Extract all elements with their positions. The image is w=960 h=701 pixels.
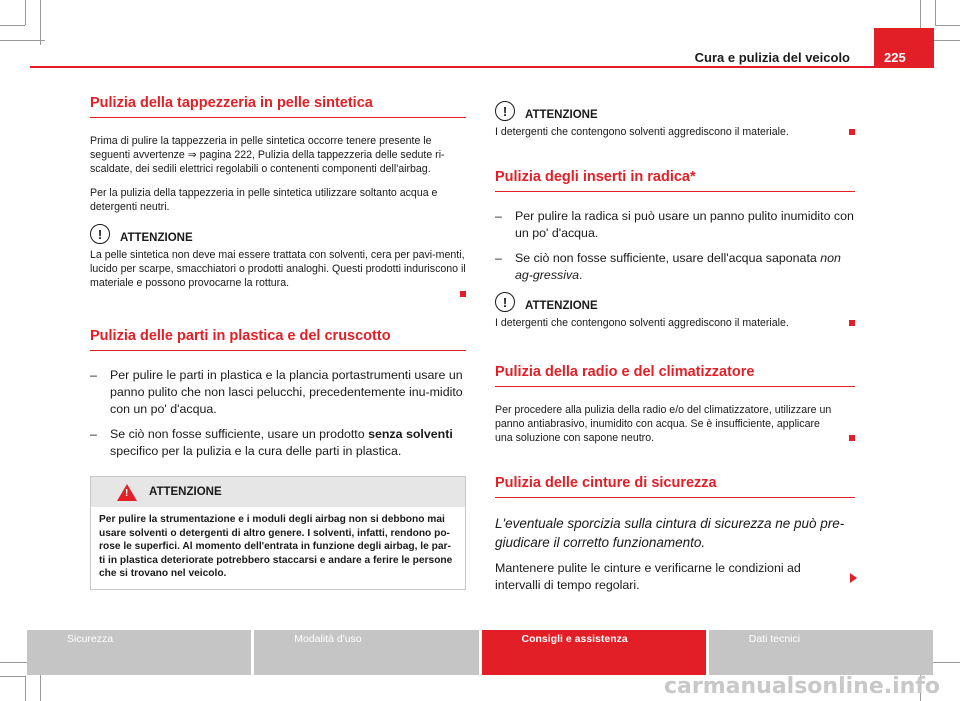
list-item: – Se ciò non fosse sufficiente, usare dell'acqua saponata non ag-gressiva.	[495, 251, 841, 282]
tab-modalita-uso[interactable]: Modalità d'uso	[254, 630, 478, 675]
section-title-leather: Pulizia della tappezzeria in pelle sintetica	[90, 95, 466, 118]
warning-header	[90, 224, 466, 244]
chapter-title: Cura e pulizia del veicolo	[694, 50, 850, 65]
section-title-radio: Pulizia della radio e del climatizzatore	[495, 364, 855, 387]
warning-text: La pelle sintetica non deve mai essere trattata con solventi, cera per pavi-menti, lucido per scarpe, smacchiatori o prodotti analoghi. Questi prodotti induriscono il materiale e possono provocarne la rottura.	[90, 249, 466, 289]
intro-text: L'eventuale sporcizia sulla cintura di sicurezza ne può pre-giudicare il corretto funzionamento.	[495, 516, 845, 550]
section-title-wood: Pulizia degli inserti in radica*	[495, 169, 855, 192]
watermark: carmanualsonline.info	[664, 674, 940, 699]
list-item: – Per pulire la radica si può usare un panno pulito inumidito con un po' d'acqua.	[495, 209, 854, 240]
section-title-belts: Pulizia delle cinture di sicurezza	[495, 475, 855, 498]
tab-sicurezza[interactable]: Sicurezza	[27, 630, 251, 675]
list-item: – Per pulire le parti in plastica e la plancia portastrumenti usare un panno pulito che non lasci pelucchi, precedentemente inu-midito con un po' d'acqua.	[90, 368, 463, 416]
warning-title: ATTENZIONE	[525, 300, 598, 312]
warning-header	[495, 101, 855, 121]
warning-box-body: Per pulire la strumentazione e i moduli degli airbag non si debbono mai usare solventi o detergenti di altro genere. I solventi, infatti, rendono po-rose le superfici. Al momento dell'entrata in funzione degli airbag, le par-ti in plastica deteriorate potrebbero staccarsi e andare a ferire le persone che si trovano nel veicolo.	[99, 514, 453, 579]
paragraph: Prima di pulire la tappezzeria in pelle sintetica occorre tenere presente le seguenti avvertenze ⇒ pagina 222, Pulizia della tappezzeria delle sedute ri-scaldate, dei sedili elettrici regolabili o contenenti componenti dell'airbag.	[90, 135, 445, 175]
paragraph: Per procedere alla pulizia della radio e/o del climatizzatore, utilizzare un panno antiabrasivo, inumidito con acqua. Se è insufficiente, applicare una soluzione con sapone neutro.	[495, 403, 855, 445]
left-column	[90, 95, 466, 590]
warning-body: I detergenti che contengono solventi aggrediscono il materiale.	[495, 316, 855, 330]
header-rule	[30, 66, 934, 68]
list-item: – Se ciò non fosse sufficiente, usare un prodotto senza solventi specifico per la pulizia e la cura delle parti in plastica.	[90, 427, 453, 458]
warning-box	[90, 476, 466, 590]
section-end-marker	[849, 435, 855, 441]
continue-arrow-icon	[850, 573, 857, 583]
warning-body: I detergenti che contengono solventi aggrediscono il materiale.	[495, 125, 855, 139]
section-end-marker	[849, 320, 855, 326]
warning-title: ATTENZIONE	[525, 109, 598, 121]
exclamation-circle-icon: !	[495, 292, 515, 312]
warning-box-title: ATTENZIONE	[149, 486, 222, 498]
warning-header	[495, 292, 855, 312]
section-end-marker	[460, 291, 466, 297]
paragraph: Per la pulizia della tappezzeria in pelle sintetica utilizzare soltanto acqua e detergenti neutri.	[90, 187, 438, 213]
paragraph: Mantenere pulite le cinture e verificarne le condizioni ad intervalli di tempo regolari.	[495, 561, 801, 592]
warning-title: ATTENZIONE	[120, 232, 193, 244]
warning-triangle-icon: !	[117, 484, 137, 501]
warning-box-header	[91, 477, 465, 507]
exclamation-circle-icon: !	[495, 101, 515, 121]
page-header	[0, 0, 960, 70]
tab-consigli-assistenza[interactable]: Consigli e assistenza	[482, 630, 706, 675]
exclamation-circle-icon: !	[90, 224, 110, 244]
section-end-marker	[849, 129, 855, 135]
section-title-plastic: Pulizia delle parti in plastica e del cruscotto	[90, 328, 466, 351]
page-number: 225	[884, 50, 906, 65]
footer-nav	[27, 630, 933, 675]
tab-dati-tecnici[interactable]: Dati tecnici	[709, 630, 933, 675]
crop-mark	[0, 676, 25, 677]
crop-mark	[25, 676, 26, 701]
right-column	[495, 95, 855, 602]
